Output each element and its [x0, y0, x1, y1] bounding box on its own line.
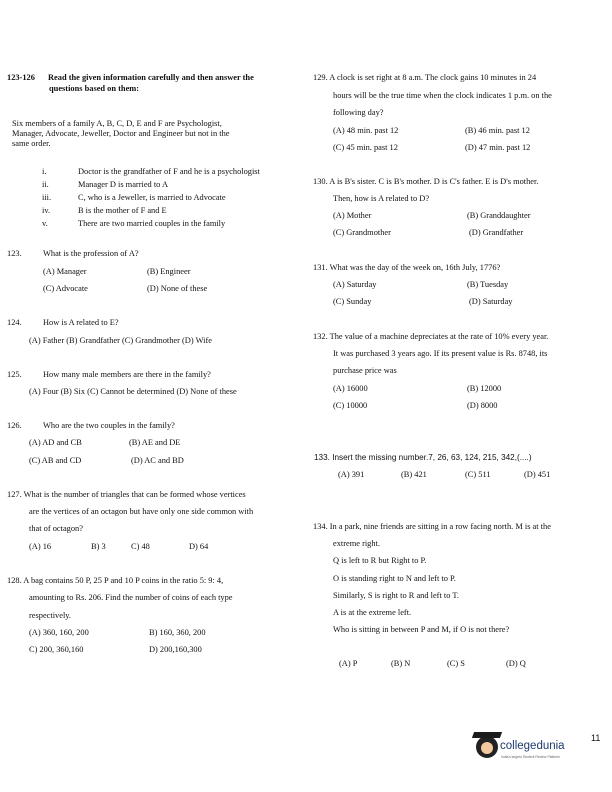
option-c: (C) 511 — [465, 470, 491, 479]
option-a: (A) P — [339, 659, 358, 668]
option-c: (C) Grandmother — [333, 228, 391, 237]
question-text: Q is left to R but Right to P. — [333, 556, 427, 565]
clue-number: ii. — [42, 180, 49, 189]
option-b: (B) Granddaughter — [467, 211, 531, 220]
question-text: It was purchased 3 years ago. If its present value is Rs. 8748, its — [333, 349, 548, 358]
option-b: (B) Engineer — [147, 267, 191, 276]
option-a: (A) 16 — [29, 542, 52, 551]
option-b: B) 3 — [91, 542, 106, 551]
clue-text: Doctor is the grandfather of F and he is a psychologist — [78, 167, 260, 176]
logo-face-icon — [481, 742, 493, 754]
option-a: (A) 391 — [338, 470, 365, 479]
question-text: 128. A bag contains 50 P, 25 P and 10 P coins in the ratio 5: 9: 4, — [7, 576, 224, 585]
question-number: 123. — [7, 249, 22, 258]
option-b: (B) Tuesday — [467, 280, 509, 289]
option-a: (A) 360, 160, 200 — [29, 628, 89, 637]
question-number: 126. — [7, 421, 22, 430]
option-b: (B) AE and DE — [129, 438, 181, 447]
section-range: 123-126 — [7, 73, 35, 82]
option-d: (D) 8000 — [467, 401, 498, 410]
option-d: D) 200,160,300 — [149, 645, 202, 654]
option-b: (B) 421 — [401, 470, 427, 479]
intro-text: same order. — [12, 139, 51, 148]
question-text: 132. The value of a machine depreciates at the rate of 10% every year. — [313, 332, 549, 341]
clue-text: C, who is a Jeweller, is married to Advocate — [78, 193, 226, 202]
question-text: respectively. — [29, 611, 72, 620]
option-d: D) 64 — [189, 542, 209, 551]
option-d: (D) 47 min. past 12 — [465, 143, 531, 152]
option-b: (B) 12000 — [467, 384, 502, 393]
question-text: What is the profession of A? — [43, 249, 139, 258]
option-c: C) 48 — [131, 542, 150, 551]
option-a: (A) 48 min. past 12 — [333, 126, 399, 135]
clue-text: There are two married couples in the family — [78, 219, 226, 228]
question-number: 124. — [7, 318, 22, 327]
question-text: 134. In a park, nine friends are sitting in a row facing north. M is at the — [313, 522, 551, 531]
clue-text: B is the mother of F and E — [78, 206, 167, 215]
option-b: (B) 46 min. past 12 — [465, 126, 530, 135]
option-d: (D) Q — [506, 659, 526, 668]
option-c: (C) 10000 — [333, 401, 368, 410]
clue-number: i. — [42, 167, 47, 176]
option-d: (D) 451 — [524, 470, 551, 479]
question-text: 127. What is the number of triangles that can be formed whose vertices — [7, 490, 246, 499]
option-d: (D) AC and BD — [131, 456, 184, 465]
clue-number: v. — [42, 219, 48, 228]
question-text: Similarly, S is right to R and left to T. — [333, 591, 459, 600]
option-a: (A) Mother — [333, 211, 372, 220]
logo-text: collegedunia — [500, 740, 565, 752]
options-row: (A) Father (B) Grandfather (C) Grandmother (D) Wife — [29, 336, 212, 345]
option-c: (C) AB and CD — [29, 456, 82, 465]
logo-tagline: India's largest Student Review Platform — [501, 755, 561, 759]
option-b: (B) N — [391, 659, 411, 668]
option-d: (D) Grandfather — [469, 228, 524, 237]
option-c: C) 200, 360,160 — [29, 645, 84, 654]
option-c: (C) S — [447, 659, 465, 668]
question-text: extreme right. — [333, 539, 380, 548]
question-text: purchase price was — [333, 366, 397, 375]
question-text: How many male members are there in the family? — [43, 370, 211, 379]
option-b: B) 160, 360, 200 — [149, 628, 206, 637]
option-a: (A) AD and CB — [29, 438, 82, 447]
question-text: O is standing right to N and left to P. — [333, 574, 456, 583]
question-text: Who is sitting in between P and M, if O is not there? — [333, 625, 510, 634]
option-d: (D) None of these — [147, 284, 208, 293]
options-row: (A) Four (B) Six (C) Cannot be determined (D) None of these — [29, 387, 237, 396]
question-text: that of octagon? — [29, 524, 83, 533]
section-header-line1: Read the given information carefully and then answer the — [48, 73, 254, 82]
section-header-line2: questions based on them: — [49, 84, 140, 93]
clue-text: Manager D is married to A — [78, 180, 169, 189]
page-number: 11 — [591, 733, 601, 743]
question-text: following day? — [333, 108, 384, 117]
question-text: Then, how is A related to D? — [333, 194, 430, 203]
option-c: (C) 45 min. past 12 — [333, 143, 398, 152]
clue-number: iv. — [42, 206, 51, 215]
question-number: 125. — [7, 370, 22, 379]
option-c: (C) Advocate — [43, 284, 88, 293]
option-a: (A) Saturday — [333, 280, 377, 289]
option-a: (A) 16000 — [333, 384, 368, 393]
graduation-cap-icon — [472, 732, 502, 738]
question-text: 133. Insert the missing number.7, 26, 63, 124, 215, 342,(....) — [314, 453, 532, 462]
option-c: (C) Sunday — [333, 297, 372, 306]
option-a: (A) Manager — [43, 267, 87, 276]
question-text: 131. What was the day of the week on, 16th July, 1776? — [313, 263, 501, 272]
question-text: 129. A clock is set right at 8 a.m. The clock gains 10 minutes in 24 — [313, 73, 537, 82]
option-d: (D) Saturday — [469, 297, 513, 306]
question-text: A is at the extreme left. — [333, 608, 412, 617]
intro-text: Manager, Advocate, Jeweller, Doctor and Engineer but not in the — [12, 129, 230, 138]
question-text: amounting to Rs. 206. Find the number of coins of each type — [29, 593, 233, 602]
question-text: 130. A is B's sister. C is B's mother. D is C's father. E is D's mother. — [313, 177, 539, 186]
question-text: are the vertices of an octagon but have only one side common with — [29, 507, 254, 516]
intro-text: Six members of a family A, B, C, D, E and F are Psychologist, — [12, 119, 222, 128]
question-text: Who are the two couples in the family? — [43, 421, 175, 430]
question-text: How is A related to E? — [43, 318, 119, 327]
question-text: hours will be the true time when the clock indicates 1 p.m. on the — [333, 91, 552, 100]
clue-number: iii. — [42, 193, 52, 202]
